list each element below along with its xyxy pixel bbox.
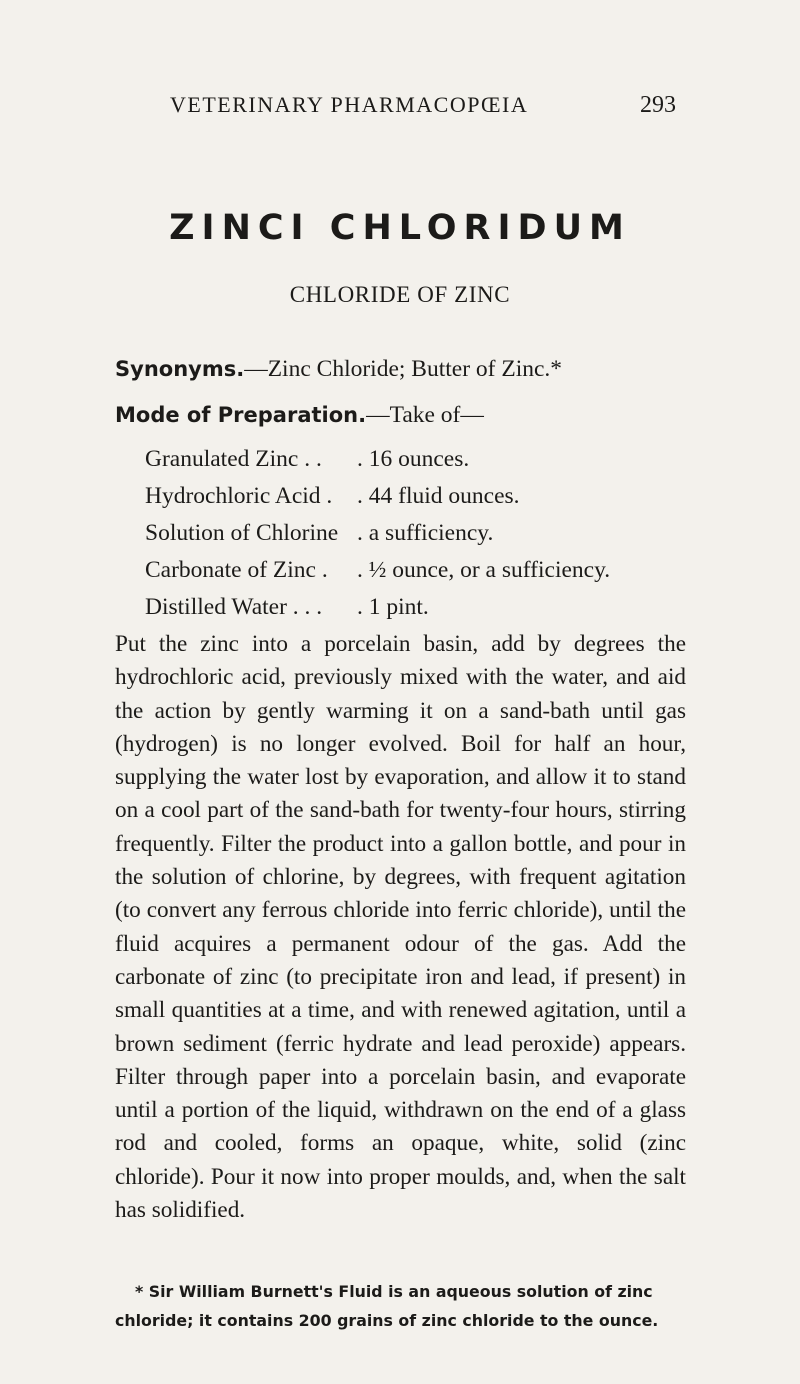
- ingredient-row: [145, 557, 705, 594]
- preparation-instructions: Put the zinc into a porcelain basin, add by degrees the hydrochloric acid, previously mixed with the water, and aid the action by gently warming it on a sand-bath until gas (hydrogen) is no longer evolved. Boil for half an hour, supplying the water lost by evaporation, and allow it to stand on a cool part of the sand-bath for twenty-four hours, stirring frequently. Filter the product into a gallon bottle, and pour in the solution of chlorine, by degrees, with frequent agitation (to convert any ferrous chloride into ferric chloride), until the fluid acquires a permanent odour of the gas. Add the carbonate of zinc (to precipitate iron and lead, if present) in small quantities at a time, and with renewed agitation, until a brown sediment (ferric hydrate and lead peroxide) appears. Filter through paper into a porcelain basin, and evaporate until a portion of the liquid, withdrawn on the end of a glass rod and cooled, forms an opaque, white, solid (zinc chloride). Pour it now into proper moulds, and, when the salt has solidified.: [115, 631, 686, 1224]
- footnote: * Sir William Burnett's Fluid is an aqueous solution of zinc chloride; it contains 200 grains of zinc chloride to the ounce.: [115, 1282, 659, 1330]
- ingredients-list: [145, 446, 705, 631]
- synonyms-label: Synonyms.: [115, 357, 245, 381]
- synonyms-text: —Zinc Chloride; Butter of Zinc.*: [244, 356, 563, 382]
- ingredient-name: Hydrochloric Acid .: [145, 483, 333, 509]
- ingredient-name: Granulated Zinc . .: [145, 446, 322, 472]
- ingredient-row: [145, 594, 705, 631]
- ingredient-name: Carbonate of Zinc .: [145, 557, 328, 583]
- preparation-label: Mode of Preparation.: [115, 403, 367, 427]
- page-number: 293: [640, 92, 676, 118]
- ingredient-name: Distilled Water . . .: [145, 594, 323, 620]
- ingredient-amount: . a sufficiency.: [357, 520, 494, 546]
- preparation-line: [115, 402, 484, 429]
- section-title: ZINCI CHLORIDUM: [169, 208, 631, 248]
- ingredient-amount: . ½ ounce, or a sufficiency.: [357, 557, 611, 583]
- ingredient-amount: . 44 fluid ounces.: [357, 483, 520, 509]
- preparation-text: —Take of—: [366, 402, 484, 428]
- ingredient-row: [145, 483, 705, 520]
- ingredient-amount: . 1 pint.: [357, 594, 429, 620]
- ingredient-row: [145, 446, 705, 483]
- ingredient-row: [145, 520, 705, 557]
- running-header-title: VETERINARY PHARMACOPŒIA: [170, 92, 529, 117]
- ingredient-name: Solution of Chlorine: [145, 520, 339, 546]
- section-subtitle: CHLORIDE OF ZINC: [289, 282, 511, 307]
- synonyms-line: [115, 356, 562, 383]
- ingredient-amount: . 16 ounces.: [357, 446, 470, 472]
